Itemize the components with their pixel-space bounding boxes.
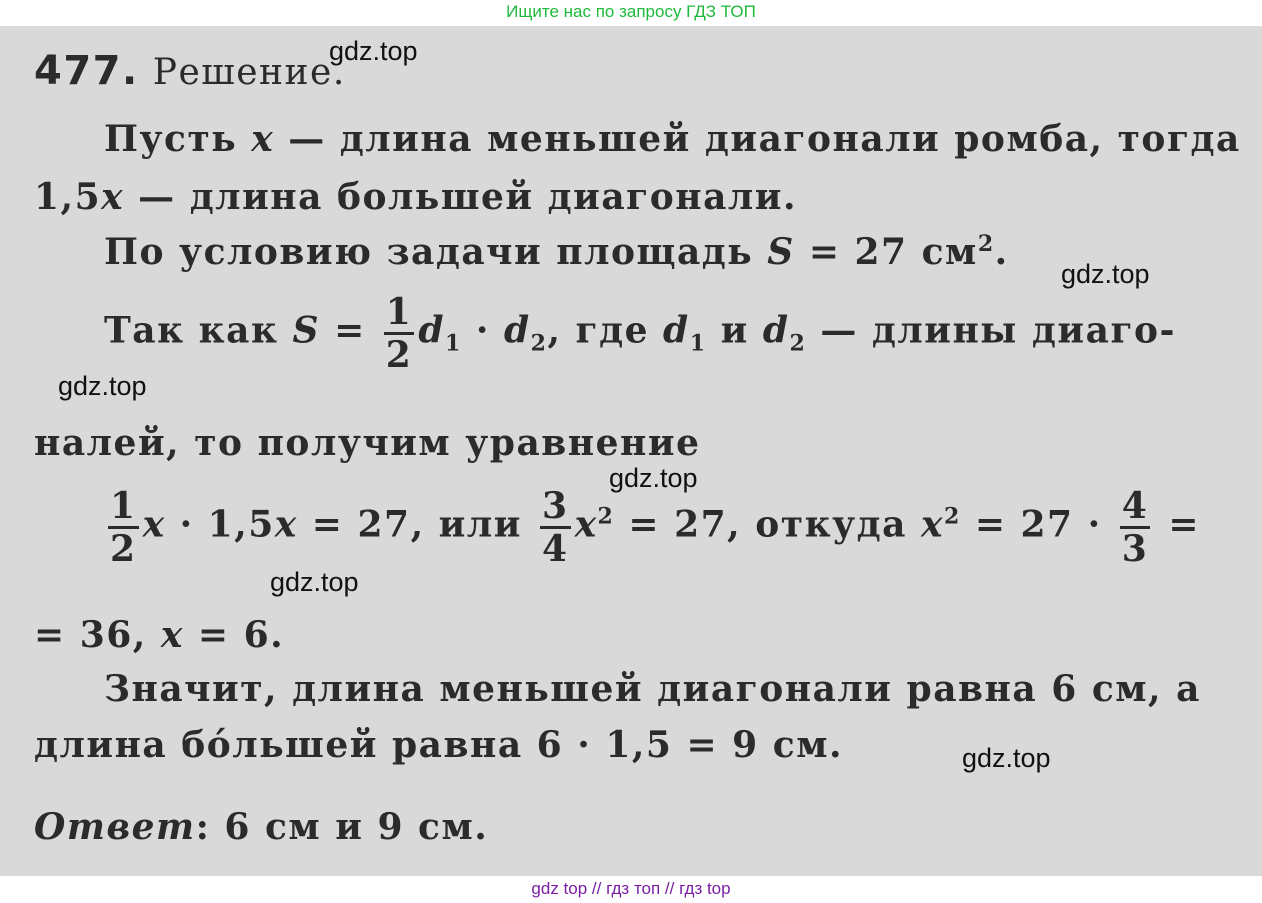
variable-x: x bbox=[101, 176, 125, 218]
text-span: = 27, откуда bbox=[628, 503, 907, 546]
numerator: 3 bbox=[542, 485, 569, 527]
paragraph-line-8 bbox=[34, 724, 843, 766]
answer-label: Ответ bbox=[34, 806, 196, 848]
answer-line bbox=[34, 806, 488, 848]
fraction-one-half bbox=[384, 291, 415, 376]
text-span: и bbox=[720, 309, 749, 352]
text-span: = 27 см bbox=[808, 231, 978, 273]
variable-d: d bbox=[418, 309, 446, 352]
text-span: . bbox=[994, 231, 1009, 273]
text-span: = bbox=[1168, 503, 1201, 546]
variable-d: d bbox=[663, 309, 690, 352]
text-span: = 36, bbox=[34, 614, 147, 656]
paragraph-line-2 bbox=[34, 176, 797, 218]
variable-s: S bbox=[767, 231, 795, 273]
denominator: 2 bbox=[385, 334, 413, 376]
fraction-one-half bbox=[108, 485, 139, 570]
paragraph-line-1 bbox=[104, 118, 1241, 160]
variable-x: x bbox=[274, 503, 298, 546]
watermark: gdz.top bbox=[609, 463, 698, 493]
subscript: 2 bbox=[530, 330, 548, 357]
text-span: Так как bbox=[104, 309, 279, 352]
watermark: gdz.top bbox=[270, 567, 359, 597]
text-span: — длины диаго- bbox=[820, 309, 1176, 352]
text-span: длина бóльшей равна 6 · 1,5 = 9 см. bbox=[34, 724, 843, 766]
text-span: 1,5 bbox=[34, 176, 102, 218]
bottom-banner: gdz top // гдз топ // гдз top bbox=[531, 879, 731, 898]
watermark: gdz.top bbox=[329, 36, 418, 66]
text-span: По условию задачи площадь bbox=[104, 231, 754, 273]
superscript: 2 bbox=[977, 231, 995, 257]
subscript: 1 bbox=[445, 330, 462, 357]
text-span: = 27, или bbox=[311, 503, 522, 546]
answer-text: : 6 см и 9 см. bbox=[195, 806, 489, 848]
problem-number: 477. bbox=[34, 48, 139, 94]
variable-x: x bbox=[251, 118, 275, 160]
watermark: gdz.top bbox=[1061, 259, 1150, 289]
paragraph-line-6 bbox=[34, 614, 284, 656]
text-span: · 1,5 bbox=[179, 503, 275, 546]
text-span: Значит, длина меньшей диагонали равна 6 см, а bbox=[104, 668, 1201, 710]
subscript: 1 bbox=[689, 330, 707, 357]
denominator: 4 bbox=[542, 528, 569, 570]
variable-x: x bbox=[142, 503, 166, 546]
variable-x: x bbox=[160, 614, 184, 656]
denominator: 3 bbox=[1121, 528, 1149, 570]
variable-d: d bbox=[762, 309, 790, 352]
text-span: — длина большей диагонали. bbox=[138, 176, 798, 218]
fraction-four-thirds bbox=[1120, 485, 1151, 570]
watermark: gdz.top bbox=[962, 743, 1051, 773]
paragraph-line-3 bbox=[104, 231, 1009, 273]
textbook-scan bbox=[0, 26, 1262, 876]
numerator: 1 bbox=[110, 485, 137, 527]
superscript: 2 bbox=[943, 503, 961, 530]
text-span: = 6. bbox=[197, 614, 285, 656]
denominator: 2 bbox=[110, 528, 137, 570]
watermark: gdz.top bbox=[58, 371, 147, 401]
text-span: = bbox=[334, 309, 366, 352]
text-span: = 27 · bbox=[974, 503, 1102, 546]
paragraph-line-5 bbox=[34, 422, 701, 464]
variable-x: x bbox=[920, 503, 944, 546]
numerator: 4 bbox=[1121, 485, 1149, 527]
paragraph-line-7 bbox=[104, 668, 1201, 710]
numerator: 1 bbox=[385, 291, 413, 333]
fraction-three-quarters bbox=[540, 485, 571, 570]
text-span: налей, то получим уравнение bbox=[34, 422, 701, 464]
heading-text: Решение. bbox=[152, 52, 346, 93]
paragraph-line-4 bbox=[104, 291, 1176, 376]
text-span: — длина меньшей диагонали ромба, тогда bbox=[288, 118, 1241, 160]
variable-d: d bbox=[503, 309, 531, 352]
text-span: · bbox=[475, 309, 490, 352]
solution-heading bbox=[34, 48, 346, 94]
variable-s: S bbox=[292, 309, 321, 352]
superscript: 2 bbox=[597, 503, 615, 530]
text-span: , где bbox=[547, 309, 649, 352]
top-banner: Ищите нас по запросу ГДЗ ТОП bbox=[506, 2, 756, 21]
equation-line bbox=[104, 485, 1201, 570]
subscript: 2 bbox=[789, 330, 807, 357]
text-span: Пусть bbox=[104, 118, 238, 160]
variable-x: x bbox=[574, 503, 598, 546]
